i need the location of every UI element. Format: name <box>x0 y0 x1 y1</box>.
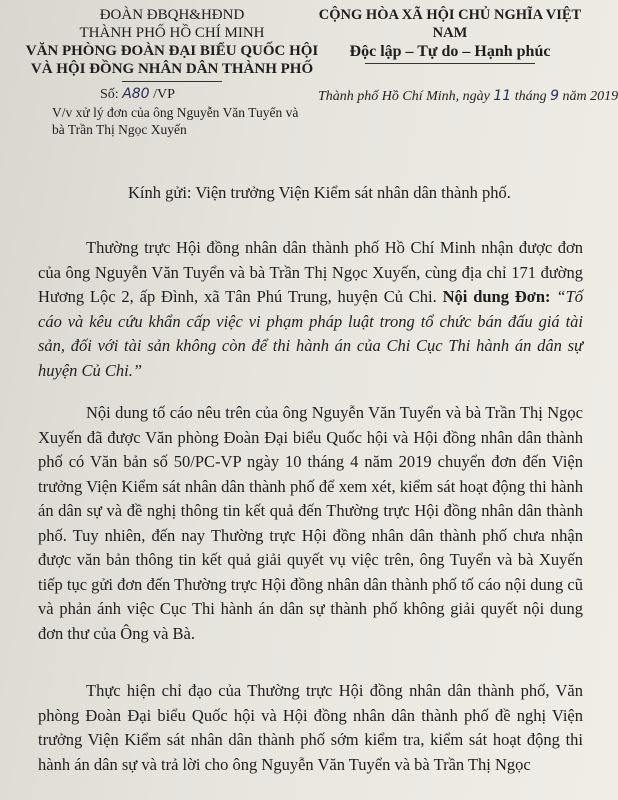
agency-line-4: VÀ HỘI ĐỒNG NHÂN DÂN THÀNH PHỐ <box>30 61 314 77</box>
doc-number-prefix: Số: <box>100 87 123 102</box>
date-month: 9 <box>550 88 560 104</box>
country-name: CỘNG HÒA XÃ HỘI CHỦ NGHĨA VIỆT NAM <box>318 7 582 41</box>
date-prefix: Thành phố Hồ Chí Minh, ngày <box>318 89 494 104</box>
document-number <box>100 86 175 103</box>
agency-underline <box>122 81 222 82</box>
paragraph-2 <box>38 401 583 646</box>
date-middle: tháng <box>511 89 551 104</box>
date-day: 11 <box>493 88 512 104</box>
national-motto: Độc lập – Tự do – Hạnh phúc <box>349 43 551 60</box>
doc-number-handwritten: A80 <box>122 86 150 102</box>
salutation: Kính gửi: Viện trưởng Viện Kiểm sát nhân dân thành phố. <box>128 183 511 202</box>
paragraph-1-quote: “Tố cáo và kêu cứu khẩn cấp việc vi phạm pháp luật trong tổ chức bán đấu giá tài sản, đối với tài sản không còn để thi hành án của Chi Cục Thi hành án dân sự huyện Củ Chi.” <box>38 287 583 380</box>
agency-line-2: THÀNH PHỐ HỒ CHÍ MINH <box>79 25 265 41</box>
paragraph-1 <box>38 236 583 383</box>
document-subject: V/v xử lý đơn của ông Nguyễn Văn Tuyển và bà Trần Thị Ngọc Xuyến <box>52 105 299 137</box>
agency-line-1: ĐOÀN ĐBQH&HĐND <box>99 7 245 23</box>
national-motto-header <box>300 6 600 64</box>
issuing-agency-header <box>22 6 322 82</box>
paragraph-2-text: Nội dung tố cáo nêu trên của ông Nguyễn Văn Tuyển và bà Trần Thị Ngọc Xuyến đã được Văn phòng Đoàn Đại biểu Quốc hội và Hội đồng nhân dân thành phố có Văn bản số 50/PC-VP ngày 10 tháng 4 năm 2019 chuyển đơn đến Viện trưởng Viện Kiểm sát nhân dân thành phố để xem xét, kiểm sát hoạt động thi hành án dân sự và đề nghị thông tin kết quả đến Thường trực Hội đồng nhân dân thành phố. Tuy nhiên, đến nay Thường trực Hội đồng nhân dân thành phố chưa nhận được văn bản thông tin kết quả giải quyết vụ việc trên, ông Tuyển và bà Xuyến tiếp tục gửi đơn đến Thường trực Hội đồng nhân dân thành phố tố cáo nội dung cũ và phản ánh việc Cục Thi hành án dân sự thành phố không giải quyết nội dung đơn thư của Ông và Bà. <box>38 403 583 643</box>
document-date <box>318 88 618 105</box>
motto-underline <box>365 63 535 64</box>
paragraph-3-text: Thực hiện chỉ đạo của Thường trực Hội đồng nhân dân thành phố, Văn phòng Đoàn Đại biểu Quốc hội và Hội đồng nhân dân thành phố đề nghị Viện trưởng Viện Kiểm sát nhân dân thành phố sớm kiểm tra, kiểm sát hoạt động thi hành án dân sự và trả lời cho ông Nguyễn Văn Tuyển và bà Trần Thị Ngọc <box>38 681 583 774</box>
paragraph-1-text: Thường trực Hội đồng nhân dân thành phố Hồ Chí Minh nhận được đơn của ông Nguyễn Văn Tuyển và bà Trần Thị Ngọc Xuyến, cùng địa chỉ 171 đường Hương Lộc 2, ấp Đình, xã Tân Phú Trung, huyện Củ Chi. <box>38 238 583 306</box>
date-suffix: năm 2019 <box>559 89 618 104</box>
paragraph-1-bold-label: Nội dung Đơn: <box>442 287 551 306</box>
doc-number-suffix: /VP <box>149 87 175 102</box>
paragraph-3 <box>38 679 583 777</box>
agency-line-3: VĂN PHÒNG ĐOÀN ĐẠI BIỂU QUỐC HỘI <box>25 43 319 59</box>
